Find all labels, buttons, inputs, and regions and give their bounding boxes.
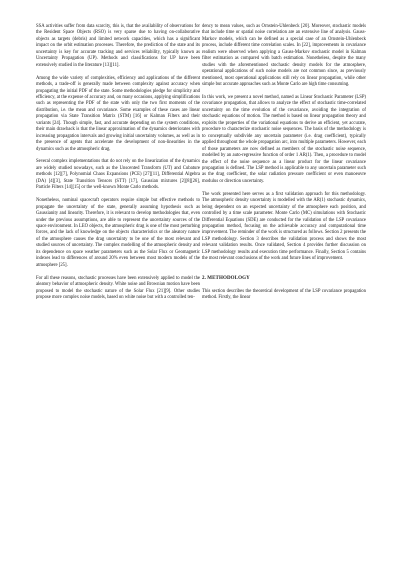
paragraph-validation-approach: The work presented here serves as a first validation approach for this methodology. The atmospheric density uncertainty is modelled with the AR(1) stochastic dynamics, being dependent on an expected uncertainty of the atmosphere each position, and controlled by a time scale parameter. Monte Carlo (MC) simulations with Stochastic Differential Equations (SDE) are conducted for the validation of the LSP covariance propagation method, focusing on the achievable accuracy and computational time improvement. The reminder of the work is structured as follows. Section 2 presents the LSP methodology. Section 3 describes the validation process and shows the most relevant validation results. Once validated, Section 4 provides further discussion on LSP methodology results and execution time performance. Finally, Section 5 contains the most relevant conclusions of the work and future lines of improvement.	[202, 191, 366, 262]
right-column	[202, 24, 366, 308]
paragraph-ssa-data-scarcity: SSA activities suffer from data scarcity, this is, that the availability of observations for the Resident Space Objects (RSO) is very sparse due to having on-collaborative objects as targets (debris) and limited network capacities, which has a significant impact on the orbit estimation processes. Therefore, the prediction of the state and its uncertainty is key for accurate tracking and services reliability, typically known as Uncertainty Propagation (UP). Methods and classifications for UP have been extensively studied in the literature [13][11].	[36, 24, 200, 68]
paragraph-uncertainty-methods-tradeoff: Among the wide variety of complexities, efficiency and applications of the different methods, a trade-off is generally made between complexity against accuracy when propagating the initial PDF of the state. Some methodologies pledge for simplicity and efficiency, at the expense of accuracy and, on many occasions, applying simplifications such as representing the PDF of the state with only the two first moments of the distribution, i.e. the mean and covariance. Some examples of these cases are linear propagation via State Transition Matrix (STM) [16] or Kalman Filters and their variants [24]. Though simple, fast, and accurate depending on the system conditions, their main drawback is that the linear approximation of the dynamics deteriorates with increasing propagation intervals and growing initial uncertainty volumes, as well as in the presence of agents that accelerate the development of non-linearities in the dynamics such as the atmospheric drag.	[36, 75, 200, 152]
paragraph-methodology-intro: This section describes the theoretical development of the LSP covariance propagation method. Firstly, the linear	[202, 288, 366, 300]
paragraph-complex-implementations: Several complex implementations that do not rely on the linearization of the dynamics are widely studied nowadays, such as the Unscented Transform (UT) and Cubature methods [12][7], Polynomial Chaos Expansions (PCE) [27][11], Differential Algebra (DA) [4][3], State Transition Tensors (STT) [17], Gaussian mixtures [2][8][26], Particle Filters [14][15] or the well-known Monte Carlo methods.	[36, 159, 200, 191]
paragraph-atmospheric-drag: Nonetheless, nominal spacecraft operators require simple but effective methods to propagate the uncertainty of the state, generally assuming hypothesis such as Gaussianity and linearity. Therefore, it is relevant to develop methodologies that, even under the previous assumptions, are able to represent the uncertainty sources of the space environment. In LEO objects, the atmospheric drag is one of the most perturbing forces, and the lack of knowledge on the objects characteristics or the aleatory nature of the atmosphere causes the drag uncertainty to be one of the most relevant and studied sources of uncertainty. The complex modelling of the atmospheric density and its dependence on space weather parameters such as the Solar Flux or Geomagnetic indexes lead to differences of around 20% even between most modern models of the atmosphere [25].	[36, 198, 200, 268]
paragraph-stochastic-processes: For all these reasons, stochastic processes have been extensively applied to model the aleatory behavior of atmospheric density. White noise and Brownian motion have been proposed to model the stochastic nature of the Solar Flux [21][9]. Other studies propose more complex noise models, based on white noise but with a controlled ten-	[36, 275, 200, 300]
left-column	[36, 24, 200, 308]
paragraph-gauss-markov: dency to mean values, such as Ornstein-Uhlenbeck [20]. Moreover, stochastic models that include time or spatial noise correlation are an extensive line of analysis. Gauss-Markov models, which can be defined as a special case of an Ornstein-Uhlenbeck process, include different time correlation scales. In [22], improvements in covariance realism were observed when applying a Gauss-Markov stochastic model in Kalman filter estimation as compared with batch estimation. Nonetheless, despite the many studies with the aforementioned stochastic density models for the atmosphere, operational applications of such noise models are not common since, as previously mentioned, most operational applications still rely on linear propagation, while other simple but accurate approaches such as Monte Carlo are high time consuming.	[202, 24, 366, 88]
paragraph-lsp-method-intro: In this work, we present a novel method, named as Linear Stochastic Parameter (LSP) covariance propagation, that allows to analyze the effect of stochastic time-correlated uncertainty on the time evolution of the covariance, avoiding the integration of stochastic equations of motion. The method is based on linear propagation theory and exploits the properties of the variational equations to derive an efficient, yet accurate, procedure to characterize stochastic noise sequences. The basis of the methodology is to conceptually subdivide any uncertain parameter (i.e. drag coefficient), typically applied throughout the whole propagation arc, into multiple parameters. However, each of those parameters are now defined as members of the stochastic noise sequence, modelled by an auto-regressive function of order 1 AR(1). Then, a procedure to model the effect of the noise sequence as a linear product for the linear covariance propagation is defined. The LSP method is applicable to any uncertain parameter such as the drag coefficient, the solar radiation pressure coefficient or even manoeuvre modulus or direction uncertainty.	[202, 94, 366, 184]
section-heading-methodology: 2. METHODOLOGY	[202, 275, 250, 281]
